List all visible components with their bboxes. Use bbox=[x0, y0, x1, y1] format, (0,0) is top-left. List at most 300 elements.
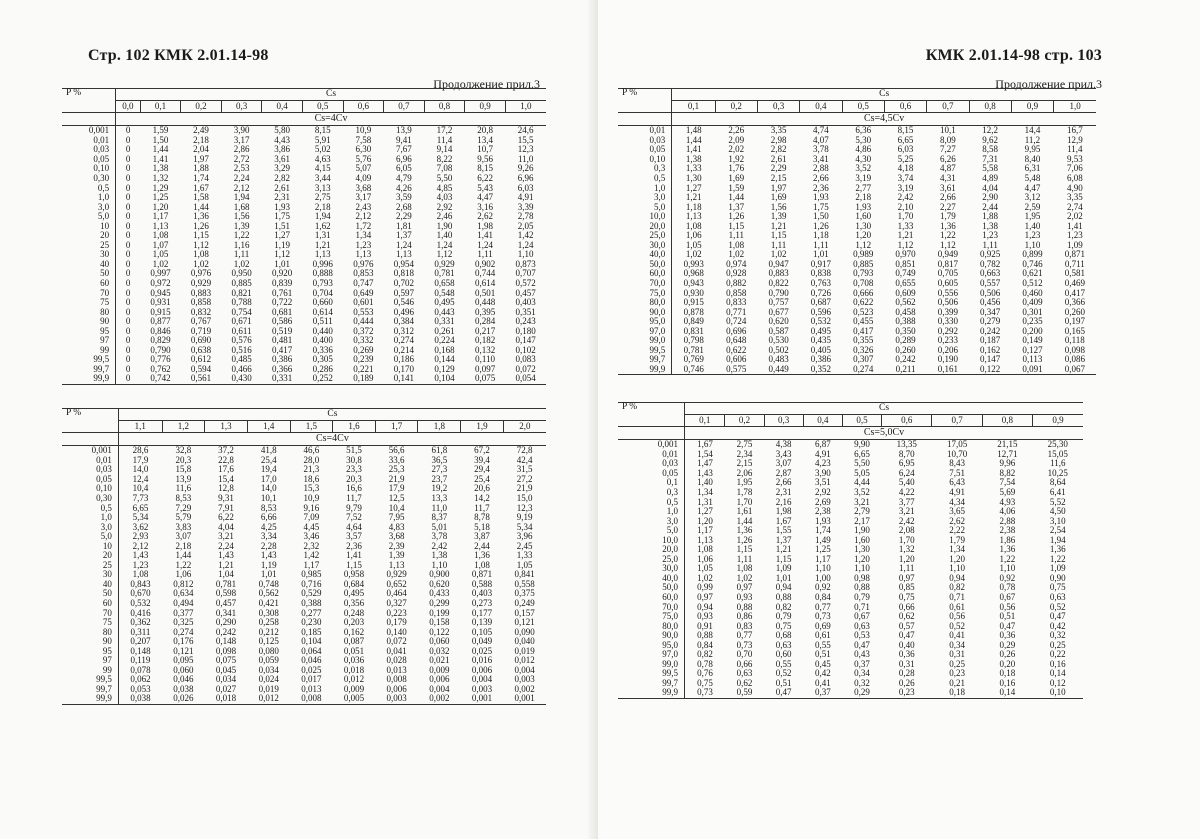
value-cell: 0,52 bbox=[949, 620, 965, 631]
value-cell: 0,305 bbox=[312, 354, 333, 365]
value-cell: 0,917 bbox=[810, 258, 832, 269]
value-cell: 5,34 bbox=[516, 521, 533, 532]
ratio-subheader: Cs=4,5Cv bbox=[672, 113, 1096, 126]
cv-column-header: 1,2 bbox=[162, 421, 205, 433]
value-cell: 0,078 bbox=[130, 664, 151, 675]
p-percent-header: P % bbox=[62, 89, 116, 113]
value-cell: 1,31 bbox=[697, 496, 713, 507]
value-cell: 1,90 bbox=[854, 525, 870, 536]
value-cell: 9,14 bbox=[436, 144, 453, 155]
value-cell: 1,22 bbox=[1049, 553, 1066, 564]
value-cell: 0,162 bbox=[343, 626, 365, 637]
table-row bbox=[62, 317, 546, 327]
value-cell: 2,38 bbox=[814, 506, 831, 517]
table-row bbox=[62, 174, 546, 184]
value-cell: 0,82 bbox=[697, 649, 713, 660]
value-cell: 0,417 bbox=[1064, 287, 1085, 298]
value-cell: 0,14 bbox=[1049, 668, 1066, 679]
value-cell: 0,931 bbox=[150, 297, 171, 308]
value-cell: 1,33 bbox=[685, 163, 702, 174]
cs-header: Cs bbox=[116, 89, 546, 101]
value-cell: 0,29 bbox=[842, 688, 881, 698]
value-cell: 11,2 bbox=[1024, 134, 1041, 145]
value-cell: 2,18 bbox=[175, 540, 192, 551]
value-cell: 0,252 bbox=[302, 374, 343, 384]
value-cell: 1,74 bbox=[193, 173, 209, 183]
value-cell: 0,440 bbox=[312, 325, 333, 336]
value-cell: 1,76 bbox=[728, 163, 745, 174]
value-cell: 27,3 bbox=[431, 464, 448, 475]
value-cell: 11,7 bbox=[474, 502, 490, 513]
value-cell: 0,61 bbox=[949, 601, 965, 612]
value-cell: 9,41 bbox=[396, 134, 412, 145]
value-cell: 0,10 bbox=[1033, 688, 1083, 698]
value-cell: 3,68 bbox=[388, 531, 405, 542]
value-cell: 0,403 bbox=[471, 588, 493, 599]
value-cell: 9,53 bbox=[1066, 153, 1083, 164]
value-cell: 0,929 bbox=[434, 258, 455, 269]
value-cell: 1,23 bbox=[982, 230, 999, 241]
value-cell: 0,37 bbox=[854, 658, 870, 669]
value-cell: 3,78 bbox=[431, 531, 448, 542]
value-cell: 0,097 bbox=[474, 363, 496, 374]
value-cell: 0,211 bbox=[884, 365, 926, 375]
value-cell: 0,075 bbox=[215, 655, 237, 666]
cv-column-header: 1,7 bbox=[375, 421, 418, 433]
value-cell: 2,62 bbox=[949, 515, 965, 526]
probability-cell: 97 bbox=[62, 656, 118, 666]
value-cell: 30,8 bbox=[346, 454, 362, 465]
value-cell: 3,17 bbox=[355, 192, 372, 203]
value-cell: 0,900 bbox=[429, 569, 450, 580]
value-cell: 1,94 bbox=[233, 192, 250, 203]
value-cell: 0 bbox=[125, 249, 131, 260]
value-cell: 1,26 bbox=[736, 534, 753, 545]
value-cell: 1,69 bbox=[728, 173, 745, 183]
value-cell: 0,51 bbox=[814, 649, 831, 660]
value-cell: 0,763 bbox=[810, 278, 832, 289]
probability-cell: 0,03 bbox=[62, 145, 116, 155]
value-cell: 1,11 bbox=[736, 553, 753, 564]
value-cell: 6,65 bbox=[854, 448, 870, 459]
value-cell: 12,4 bbox=[132, 473, 149, 484]
value-cell: 0,405 bbox=[810, 344, 832, 355]
cv-column-header: 0,7 bbox=[932, 415, 982, 427]
probability-cell: 0,10 bbox=[618, 155, 672, 165]
value-cell: 0,47 bbox=[854, 639, 870, 650]
value-cell: 0,067 bbox=[1054, 365, 1096, 375]
value-cell: 0,312 bbox=[393, 325, 415, 336]
value-cell: 7,52 bbox=[346, 512, 362, 523]
value-cell: 0,920 bbox=[272, 268, 293, 279]
probability-cell: 25 bbox=[62, 561, 118, 571]
value-cell: 0,430 bbox=[221, 374, 262, 384]
value-cell: 9,95 bbox=[1024, 144, 1041, 155]
value-cell: 0,558 bbox=[514, 578, 535, 589]
value-cell: 12,3 bbox=[517, 144, 534, 155]
value-cell: 0,92 bbox=[999, 572, 1016, 583]
value-cell: 0,308 bbox=[258, 607, 279, 618]
value-cell: 0 bbox=[125, 163, 131, 174]
value-cell: 0,878 bbox=[683, 306, 704, 317]
cv-column-header: 1,3 bbox=[205, 421, 248, 433]
value-cell: 0,158 bbox=[429, 617, 450, 628]
value-cell: 0,274 bbox=[173, 626, 194, 637]
value-cell: 1,10 bbox=[517, 249, 534, 260]
value-cell: 0,009 bbox=[429, 664, 450, 675]
value-cell: 0,708 bbox=[853, 278, 874, 289]
value-cell: 0,121 bbox=[514, 617, 535, 628]
table-row bbox=[62, 346, 546, 356]
value-cell: 0,273 bbox=[471, 598, 493, 609]
value-cell: 1,75 bbox=[274, 211, 291, 222]
value-cell: 2,17 bbox=[854, 515, 870, 526]
table-row bbox=[62, 365, 546, 375]
value-cell: 5,30 bbox=[855, 134, 872, 145]
value-cell: 6,31 bbox=[1024, 163, 1041, 174]
table-row bbox=[62, 231, 546, 241]
value-cell: 1,05 bbox=[516, 559, 533, 570]
value-cell: 0,001 bbox=[461, 694, 504, 704]
value-cell: 0,008 bbox=[290, 694, 333, 704]
value-cell: 0,12 bbox=[1049, 677, 1066, 688]
value-cell: 3,59 bbox=[396, 192, 412, 203]
probability-cell: 97,0 bbox=[618, 650, 685, 660]
value-cell: 0,506 bbox=[980, 287, 1001, 298]
value-cell: 11,6 bbox=[175, 483, 192, 494]
value-cell: 0,704 bbox=[312, 287, 333, 298]
probability-cell: 0,5 bbox=[62, 183, 116, 193]
probability-cell: 0,001 bbox=[62, 126, 116, 136]
value-cell: 20,8 bbox=[477, 125, 493, 136]
value-cell: 0,883 bbox=[768, 268, 789, 279]
table-row bbox=[62, 145, 546, 155]
probability-cell: 5,0 bbox=[618, 526, 685, 536]
value-cell: 1,13 bbox=[355, 249, 372, 260]
value-cell: 0,84 bbox=[814, 592, 831, 603]
value-cell: 6,65 bbox=[897, 134, 914, 145]
value-cell: 21,9 bbox=[516, 483, 533, 494]
value-cell: 14,2 bbox=[474, 493, 490, 503]
value-cell: 1,11 bbox=[982, 239, 998, 250]
value-cell: 0,243 bbox=[515, 316, 536, 327]
value-cell: 0 bbox=[125, 335, 131, 346]
value-cell: 7,91 bbox=[218, 502, 234, 513]
cv-column-header: 0,2 bbox=[725, 415, 764, 427]
value-cell: 0,384 bbox=[393, 316, 415, 327]
value-cell: 0,88 bbox=[736, 601, 753, 612]
value-cell: 1,94 bbox=[1049, 534, 1066, 545]
value-cell: 0,576 bbox=[231, 335, 252, 346]
value-cell: 0,849 bbox=[683, 316, 704, 327]
value-cell: 0,118 bbox=[1064, 335, 1085, 346]
value-cell: 0,072 bbox=[515, 363, 536, 374]
value-cell: 0,149 bbox=[1022, 335, 1043, 346]
value-cell: 12,71 bbox=[997, 448, 1018, 459]
value-cell: 0,417 bbox=[853, 325, 874, 336]
value-cell: 0,562 bbox=[258, 588, 279, 599]
value-cell: 20,3 bbox=[346, 473, 362, 484]
value-cell: 3,78 bbox=[813, 144, 829, 155]
value-cell: 3,68 bbox=[355, 182, 372, 193]
value-cell: 0,871 bbox=[1064, 249, 1085, 260]
value-cell: 2,86 bbox=[233, 144, 250, 155]
value-cell: 0,132 bbox=[474, 344, 496, 355]
probability-cell: 99,5 bbox=[62, 355, 116, 365]
value-cell: 19,2 bbox=[431, 483, 448, 494]
value-cell: 4,64 bbox=[346, 521, 362, 532]
probability-cell: 1,0 bbox=[618, 507, 685, 517]
value-cell: 2,49 bbox=[193, 125, 209, 136]
value-cell: 5,50 bbox=[854, 458, 870, 469]
value-cell: 10,4 bbox=[388, 502, 405, 513]
continuation-label: Продолжение прил.3 bbox=[433, 77, 540, 91]
value-cell: 3,07 bbox=[175, 531, 192, 542]
value-cell: 1,20 bbox=[898, 553, 915, 564]
value-cell: 1,33 bbox=[516, 550, 533, 561]
value-cell: 12,2 bbox=[982, 125, 999, 136]
probability-cell: 25 bbox=[62, 241, 116, 251]
value-cell: 1,36 bbox=[736, 525, 753, 536]
value-cell: 0,817 bbox=[937, 258, 958, 269]
value-cell: 10,1 bbox=[939, 125, 956, 136]
value-cell: 1,21 bbox=[897, 230, 914, 241]
value-cell: 25,4 bbox=[474, 473, 490, 484]
value-cell: 0,71 bbox=[854, 601, 870, 612]
value-cell: 4,91 bbox=[949, 487, 965, 497]
value-cell: 4,43 bbox=[274, 134, 291, 145]
value-cell: 8,70 bbox=[898, 448, 915, 459]
value-cell: 39,4 bbox=[474, 454, 490, 465]
value-cell: 0,064 bbox=[301, 645, 322, 656]
value-cell: 0 bbox=[125, 258, 131, 269]
value-cell: 4,30 bbox=[855, 153, 872, 164]
value-cell: 0,25 bbox=[1049, 639, 1066, 650]
table-row bbox=[62, 260, 546, 270]
value-cell: 0,16 bbox=[1049, 658, 1066, 669]
value-cell: 1,15 bbox=[346, 559, 362, 570]
value-cell: 0,762 bbox=[150, 363, 171, 374]
table-row bbox=[62, 241, 546, 251]
table-row bbox=[618, 298, 1096, 308]
value-cell: 0,113 bbox=[1022, 354, 1043, 365]
value-cell: 0,78 bbox=[999, 582, 1016, 593]
value-cell: 4,91 bbox=[517, 192, 534, 203]
value-cell: 0,42 bbox=[814, 668, 831, 679]
value-cell: 0,018 bbox=[343, 664, 365, 675]
value-cell: 0,347 bbox=[980, 306, 1001, 317]
value-cell: 0,67 bbox=[854, 611, 870, 622]
value-cell: 11,0 bbox=[517, 153, 534, 164]
value-cell: 1,40 bbox=[436, 230, 453, 241]
table-row bbox=[62, 279, 546, 289]
value-cell: 7,29 bbox=[175, 502, 192, 513]
value-cell: 2,66 bbox=[775, 477, 792, 488]
value-cell: 4,87 bbox=[939, 163, 956, 174]
value-cell: 0,012 bbox=[514, 655, 535, 666]
value-cell: 0,290 bbox=[215, 617, 237, 628]
probability-cell: 99,7 bbox=[62, 365, 116, 375]
value-cell: 0,41 bbox=[814, 677, 831, 688]
value-cell: 0,92 bbox=[814, 582, 831, 593]
probability-cell: 95,0 bbox=[618, 640, 685, 650]
value-cell: 1,56 bbox=[770, 201, 787, 212]
value-cell: 1,88 bbox=[193, 163, 209, 174]
value-cell: 4,44 bbox=[854, 477, 870, 488]
page-header: КМК 2.01.14-98 стр. 103 bbox=[925, 47, 1102, 64]
value-cell: 1,17 bbox=[814, 553, 831, 564]
value-cell: 0,277 bbox=[301, 607, 322, 618]
value-cell: 0,449 bbox=[757, 365, 799, 375]
value-cell: 0,781 bbox=[434, 268, 455, 279]
value-cell: 0 bbox=[125, 325, 131, 336]
probability-cell: 3,0 bbox=[618, 193, 672, 203]
value-cell: 1,08 bbox=[152, 230, 169, 241]
value-cell: 1,26 bbox=[193, 220, 209, 231]
value-cell: 0,782 bbox=[980, 258, 1001, 269]
value-cell: 2,68 bbox=[396, 201, 412, 212]
value-cell: 0,638 bbox=[190, 344, 212, 355]
value-cell: 0,331 bbox=[262, 374, 303, 384]
value-cell: 2,32 bbox=[303, 540, 320, 551]
value-cell: 23,7 bbox=[431, 473, 448, 484]
value-cell: 0,460 bbox=[1022, 287, 1043, 298]
cv-column-header: 2,0 bbox=[503, 421, 546, 433]
value-cell: 3,61 bbox=[274, 153, 291, 164]
value-cell: 0,049 bbox=[471, 636, 493, 647]
value-cell: 1,09 bbox=[775, 563, 792, 574]
value-cell: 0,853 bbox=[353, 268, 374, 279]
probability-cell: 20,0 bbox=[618, 545, 685, 555]
value-cell: 1,41 bbox=[152, 153, 169, 164]
value-cell: 2,38 bbox=[999, 525, 1016, 536]
value-cell: 0,457 bbox=[515, 287, 536, 298]
value-cell: 0,949 bbox=[937, 249, 958, 260]
value-cell: 1,08 bbox=[697, 544, 713, 555]
value-cell: 1,08 bbox=[193, 249, 209, 260]
value-cell: 0,046 bbox=[301, 655, 322, 666]
value-cell: 5,91 bbox=[314, 134, 331, 145]
value-cell: 1,29 bbox=[152, 182, 169, 193]
value-cell: 0,71 bbox=[949, 592, 965, 603]
value-cell: 0,332 bbox=[353, 335, 374, 346]
value-cell: 61,8 bbox=[431, 445, 448, 456]
value-cell: 6,08 bbox=[1066, 173, 1083, 183]
value-cell: 3,90 bbox=[814, 467, 831, 478]
value-cell: 0,47 bbox=[999, 620, 1016, 631]
value-cell: 2,42 bbox=[431, 540, 448, 551]
value-cell: 0,31 bbox=[949, 649, 965, 660]
value-cell: 1,10 bbox=[949, 563, 965, 574]
value-cell: 7,27 bbox=[939, 144, 956, 155]
value-cell: 2,43 bbox=[355, 201, 372, 212]
probability-cell: 0,05 bbox=[618, 469, 685, 479]
value-cell: 0,705 bbox=[937, 268, 958, 279]
value-cell: 0,77 bbox=[814, 601, 831, 612]
probability-cell: 0,3 bbox=[618, 488, 685, 498]
value-cell: 0,925 bbox=[980, 249, 1001, 260]
value-cell: 0,207 bbox=[130, 636, 151, 647]
value-cell: 0,098 bbox=[215, 645, 237, 656]
value-cell: 1,37 bbox=[396, 230, 412, 241]
value-cell: 0,458 bbox=[895, 306, 916, 317]
value-cell: 1,02 bbox=[152, 258, 169, 269]
value-cell: 0,596 bbox=[810, 306, 832, 317]
value-cell: 12,9 bbox=[1066, 134, 1083, 145]
value-cell: 1,08 bbox=[685, 220, 702, 231]
value-cell: 15,5 bbox=[517, 134, 534, 145]
value-cell: 5,02 bbox=[314, 144, 331, 155]
probability-cell: 0,01 bbox=[618, 450, 685, 460]
probability-cell: 90,0 bbox=[618, 631, 685, 641]
value-cell: 0,94 bbox=[949, 572, 965, 583]
value-cell: 0,557 bbox=[980, 278, 1001, 289]
value-cell: 1,92 bbox=[728, 153, 745, 164]
value-cell: 0,94 bbox=[697, 601, 713, 612]
value-cell: 4,47 bbox=[477, 192, 493, 203]
value-cell: 0,75 bbox=[697, 677, 713, 688]
value-cell: 2,34 bbox=[736, 448, 753, 459]
probability-cell: 99,9 bbox=[62, 694, 118, 704]
value-cell: 3,74 bbox=[897, 173, 914, 183]
value-cell: 0,040 bbox=[514, 636, 535, 647]
probability-cell: 70 bbox=[62, 288, 116, 298]
value-cell: 1,11 bbox=[233, 249, 250, 260]
value-cell: 0,351 bbox=[515, 306, 536, 317]
cv-column-header: 0,1 bbox=[685, 415, 725, 427]
probability-cell: 95 bbox=[62, 326, 116, 336]
cv-column-header: 0,6 bbox=[882, 415, 932, 427]
value-cell: 0,20 bbox=[999, 658, 1016, 669]
value-cell: 8,53 bbox=[175, 493, 192, 503]
value-cell: 0,575 bbox=[715, 365, 757, 375]
value-cell: 21,3 bbox=[303, 464, 320, 475]
value-cell: 0,622 bbox=[726, 344, 747, 355]
probability-cell: 99,0 bbox=[618, 336, 672, 346]
value-cell: 0,652 bbox=[386, 578, 407, 589]
value-cell: 2,42 bbox=[897, 192, 914, 203]
value-cell: 0,034 bbox=[215, 674, 237, 685]
value-cell: 2,74 bbox=[1066, 201, 1083, 212]
value-cell: 0,47 bbox=[1049, 611, 1066, 622]
value-cell: 0,790 bbox=[150, 344, 171, 355]
probability-cell: 0,01 bbox=[62, 456, 118, 466]
value-cell: 0,634 bbox=[173, 588, 194, 599]
value-cell: 11,4 bbox=[1067, 144, 1083, 155]
value-cell: 0,004 bbox=[514, 664, 535, 675]
value-cell: 0,059 bbox=[258, 655, 279, 666]
value-cell: 0,330 bbox=[937, 316, 958, 327]
value-cell: 1,15 bbox=[736, 544, 753, 555]
probability-cell: 25,0 bbox=[618, 231, 672, 241]
value-cell: 0,233 bbox=[937, 335, 958, 346]
value-cell: 0,972 bbox=[150, 278, 171, 289]
value-cell: 0,55 bbox=[814, 639, 831, 650]
value-cell: 1,81 bbox=[396, 220, 412, 231]
value-cell: 0,239 bbox=[353, 354, 374, 365]
value-cell: 0,147 bbox=[515, 335, 536, 346]
cv-column-header: 0,8 bbox=[424, 101, 465, 113]
value-cell: 2,92 bbox=[814, 487, 831, 497]
probability-cell: 99,9 bbox=[618, 688, 685, 698]
probability-cell: 99 bbox=[62, 666, 118, 676]
value-cell: 0 bbox=[125, 134, 131, 145]
value-cell: 0,366 bbox=[272, 363, 293, 374]
probability-cell: 97 bbox=[62, 336, 116, 346]
value-cell: 1,59 bbox=[152, 125, 169, 136]
value-cell: 0,22 bbox=[1049, 649, 1066, 660]
value-cell: 0,026 bbox=[162, 694, 205, 704]
